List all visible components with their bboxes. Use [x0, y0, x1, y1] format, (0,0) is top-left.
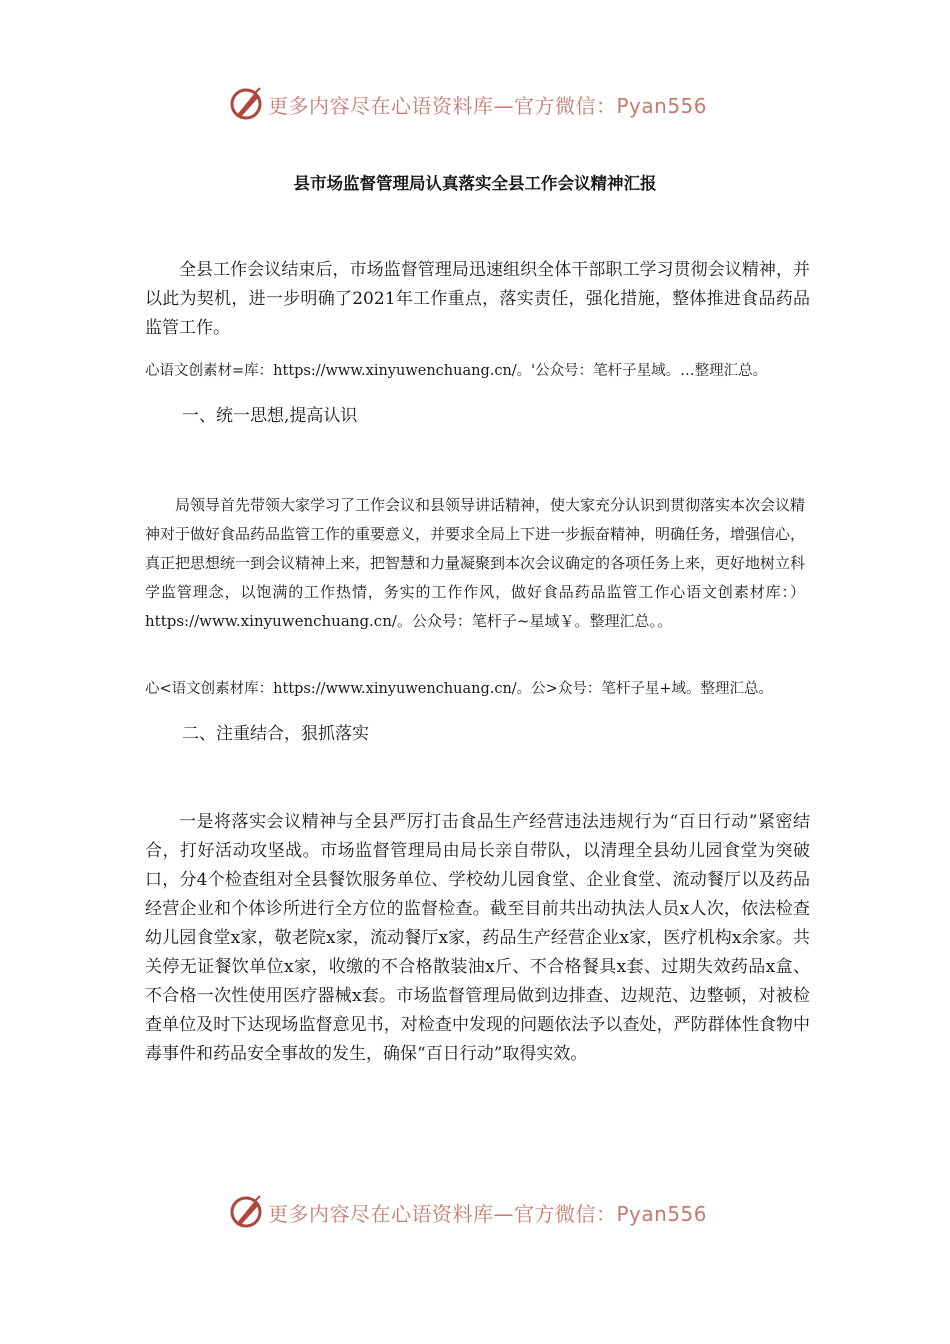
section-heading-1: 一、统一思想,提高认识	[182, 406, 358, 426]
quill-logo-icon	[228, 86, 264, 122]
source-note-2: 心<语文创素材库：https://www.xinyuwenchuang.cn/。公>众号：笔杆子星+域。整理汇总。	[145, 681, 773, 697]
footer-banner	[228, 1192, 728, 1232]
quill-logo-icon	[228, 1194, 264, 1230]
section-1-paragraph: 局领导首先带领大家学习了工作会议和县领导讲话精神，使大家充分认识到贯彻落实本次会议精神对于做好食品药品监管工作的重要意义，并要求全局上下进一步振奋精神，明确任务，增强信心，真正把思想统一到会议精神上来，把智慧和力量凝聚到本次会议确定的各项任务上来，更好地树立科学监管理念，以饱满的工作热情，务实的工作作风，做好食品药品监管工作心语文创素材库：）https://www.xinyuwenchuang.cn/。公众号：笔杆子~星域￥。整理汇总。。	[145, 496, 806, 630]
source-note-1: 心语文创素材=库：https://www.xinyuwenchuang.cn/。'公众号：笔杆子星域。…整理汇总。	[145, 363, 768, 379]
section-2-paragraph: 一是将落实会议精神与全县严厉打击食品生产经营违法违规行为“百日行动”紧密结合，打好活动攻坚战。市场监督管理局由局长亲自带队，以清理全县幼儿园食堂为突破口，分4个检查组对全县餐饮服务单位、学校幼儿园食堂、企业食堂、流动餐厅以及药品经营企业和个体诊所进行全方位的监督检查。截至目前共出动执法人员x人次，依法检查幼儿园食堂x家，敬老院x家，流动餐厅x家，药品生产经营企业x家，医疗机构x余家。共关停无证餐饮单位x家，收缴的不合格散装油x斤、不合格餐具x套、过期失效药品x盒、不合格一次性使用医疗器械x套。市场监督管理局做到边排查、边规范、边整顿，对被检查单位及时下达现场监督意见书，对检查中发现的问题依法予以查处，严防群体性食物中毒事件和药品安全事故的发生，确保“百日行动”取得实效。	[145, 812, 810, 1064]
intro-paragraph: 全县工作会议结束后，市场监督管理局迅速组织全体干部职工学习贯彻会议精神，并以此为契机，进一步明确了2021年工作重点，落实责任，强化措施，整体推进食品药品监管工作。	[145, 260, 810, 338]
header-banner	[228, 84, 728, 124]
banner-text: 更多内容尽在心语资料库—官方微信：Pyan556	[268, 93, 708, 118]
document-title: 县市场监督管理局认真落实全县工作会议精神汇报	[293, 174, 657, 193]
banner-text: 更多内容尽在心语资料库—官方微信：Pyan556	[268, 1201, 708, 1226]
section-heading-2: 二、注重结合，狠抓落实	[182, 724, 369, 744]
